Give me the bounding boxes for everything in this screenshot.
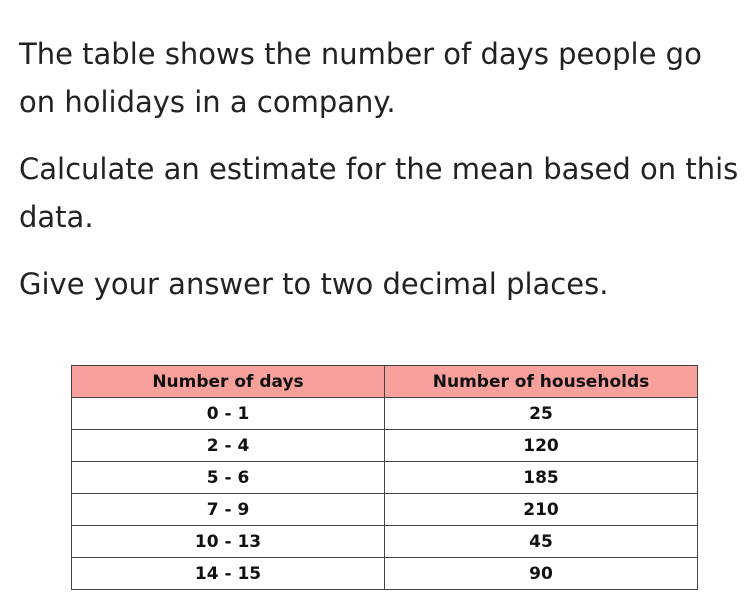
table-header-row — [72, 366, 698, 398]
days-cell: 7 - 9 — [72, 494, 385, 526]
question-intro: The table shows the number of days people go on holidays in a company. — [19, 37, 702, 119]
days-cell: 5 - 6 — [72, 462, 385, 494]
table-row — [72, 558, 698, 590]
households-cell: 45 — [385, 526, 698, 558]
households-cell: 185 — [385, 462, 698, 494]
table-row — [72, 430, 698, 462]
question-text — [19, 30, 741, 308]
question-precision: Give your answer to two decimal places. — [19, 267, 609, 301]
days-cell: 14 - 15 — [72, 558, 385, 590]
table-row — [72, 494, 698, 526]
header-number-of-households: Number of households — [385, 366, 698, 398]
households-cell: 90 — [385, 558, 698, 590]
header-number-of-days: Number of days — [72, 366, 385, 398]
households-cell: 120 — [385, 430, 698, 462]
question-instruction: Calculate an estimate for the mean based on this data. — [19, 152, 739, 234]
table-row — [72, 462, 698, 494]
frequency-table — [71, 365, 698, 590]
table-row — [72, 398, 698, 430]
households-cell: 210 — [385, 494, 698, 526]
households-cell: 25 — [385, 398, 698, 430]
days-cell: 10 - 13 — [72, 526, 385, 558]
days-cell: 2 - 4 — [72, 430, 385, 462]
days-cell: 0 - 1 — [72, 398, 385, 430]
table-row — [72, 526, 698, 558]
